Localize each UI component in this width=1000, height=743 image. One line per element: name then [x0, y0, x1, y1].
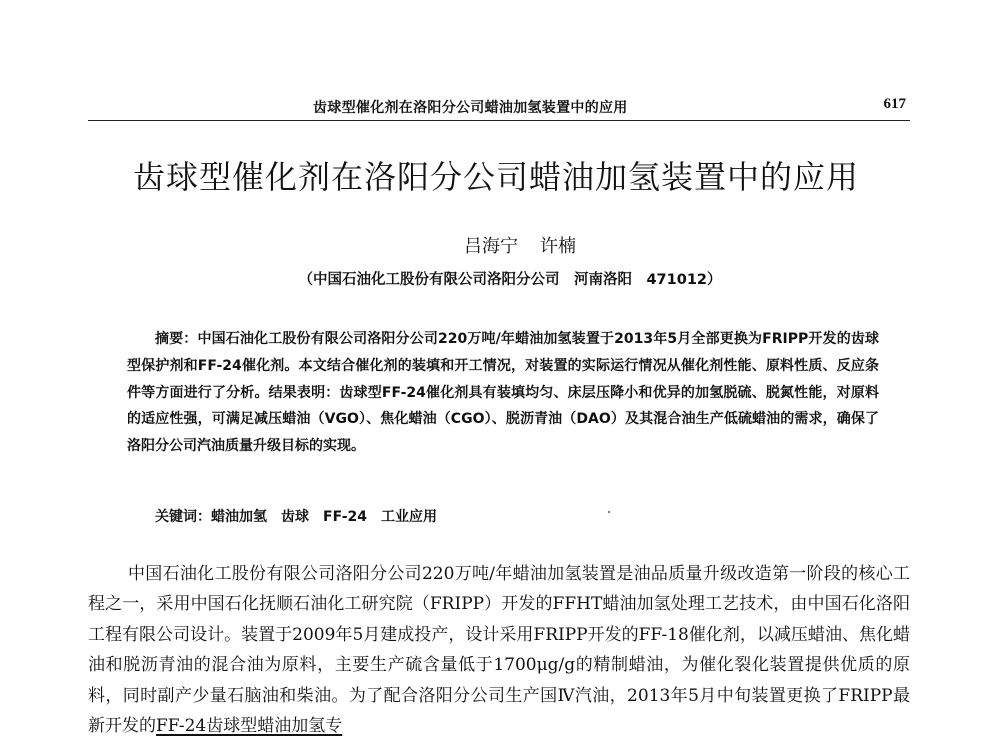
- underlined-phrase: FF-24齿球型蜡油加氢专: [156, 716, 343, 737]
- authors: [0, 232, 1000, 258]
- body-paragraph: [88, 559, 910, 741]
- abstract-label: 摘要：: [155, 331, 198, 347]
- paper-title: 齿球型催化剂在洛阳分公司蜡油加氢装置中的应用: [132, 158, 859, 196]
- scan-speck: [608, 511, 610, 513]
- abstract: [127, 326, 879, 460]
- keywords: [155, 506, 437, 526]
- abstract-text: 中国石油化工股份有限公司洛阳分公司220万吨/年蜡油加氢装置于2013年5月全部更换为FRIPP开发的齿球型保护剂和FF-24催化剂。本文结合催化剂的装填和开工情况，对装置的实际运行情况从催化剂性能、原料性质、反应条件等方面进行了分析。结果表明：齿球型FF-24催化剂具有装填均匀、床层压降小和优异的加氢脱硫、脱氮性能，对原料的适应性强，可满足减压蜡油（VGO）、焦化蜡油（CGO）、脱沥青油（DAO）及其混合油生产低硫蜡油的需求，确保了洛阳分公司汽油质量升级目标的实现。: [127, 331, 879, 455]
- keyword: 齿球: [281, 509, 309, 525]
- keyword: 蜡油加氢: [211, 509, 267, 525]
- author-name: 许楠: [540, 236, 576, 257]
- running-header: [88, 96, 910, 121]
- body-text: 中国石油化工股份有限公司洛阳分公司220万吨/年蜡油加氢装置是油品质量升级改造第一阶段的核心工程之一，采用中国石化抚顺石油化工研究院（FRIPP）开发的FFHT蜡油加氢处理工艺技术，由中国石化洛阳工程有限公司设计。装置于2009年5月建成投产，设计采用FRIPP开发的FF-18催化剂，以减压蜡油、焦化蜡油和脱沥青油的混合油为原料，主要生产硫含量低于1700μg/g的精制蜡油，为催化裂化装置提供优质的原料，同时副产少量石脑油和柴油。为了配合洛阳分公司生产国Ⅳ汽油，2013年5月中旬装置更换了FRIPP最新开发的: [88, 564, 910, 737]
- affiliation: （中国石油化工股份有限公司洛阳分公司 河南洛阳 471012）: [298, 272, 722, 288]
- page-number: 617: [883, 96, 906, 112]
- keyword: FF-24: [323, 509, 367, 525]
- keyword: 工业应用: [381, 509, 437, 525]
- running-title: 齿球型催化剂在洛阳分公司蜡油加氢装置中的应用: [313, 100, 628, 116]
- keywords-label: 关键词：: [155, 509, 211, 525]
- author-name: 吕海宁: [464, 236, 518, 257]
